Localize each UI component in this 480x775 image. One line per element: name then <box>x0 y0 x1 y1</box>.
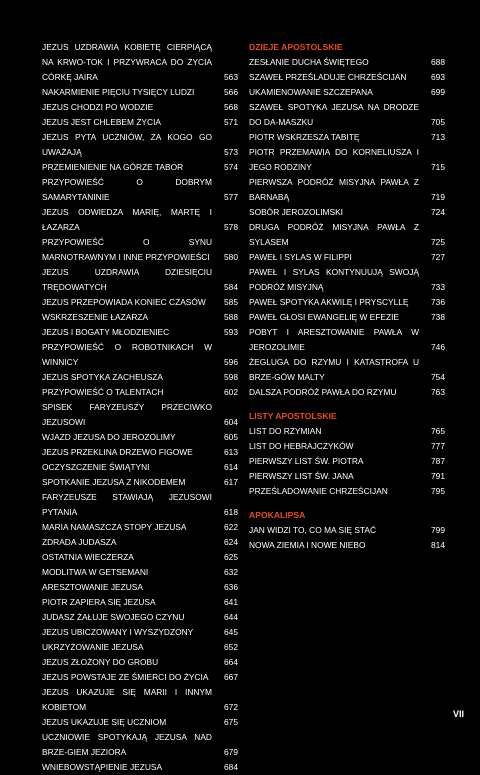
toc-entry-page: 596 <box>224 357 238 367</box>
toc-entry <box>249 538 445 553</box>
toc-entry <box>42 100 238 115</box>
toc-entry <box>42 85 238 100</box>
toc-entry-page: 598 <box>224 372 238 382</box>
toc-entry <box>249 295 445 310</box>
toc-entry <box>42 400 238 430</box>
toc-entry-page: 580 <box>224 252 238 262</box>
toc-entry-page: 719 <box>431 192 445 202</box>
section-gap <box>249 499 445 508</box>
toc-entry-title: JEZUS I BOGATY MŁODZIENIEC <box>42 327 170 337</box>
toc-entry-page: 584 <box>224 282 238 292</box>
toc-entry-page: 604 <box>224 417 238 427</box>
toc-entry-title: JEZUS ODWIEDZA MARIĘ, MARTĘ I ŁAZARZA <box>42 207 212 232</box>
toc-entry-page: 664 <box>224 657 238 667</box>
toc-entry-title: DRUGA PODRÓŻ MISYJNA PAWŁA Z SYLASEM <box>249 222 419 247</box>
toc-entry-page: 715 <box>431 162 445 172</box>
toc-entry <box>42 595 238 610</box>
toc-entry-title: PAWEŁ SPOTYKA AKWILĘ I PRYSCYLLĘ <box>249 297 409 307</box>
toc-entry-title: PRZEMIENIENIE NA GÓRZE TABOR <box>42 162 184 172</box>
toc-entry-title: PIOTR WSKRZESZA TABITĘ <box>249 132 360 142</box>
toc-entry-page: 791 <box>431 471 445 481</box>
toc-entry-title: PAWEŁ I SYLAS KONTYNUUJĄ SWOJĄ PODRÓŻ MISYJNĄ <box>249 267 419 292</box>
toc-entry <box>249 85 445 100</box>
toc-entry-title: NOWA ZIEMIA I NOWE NIEBO <box>249 540 366 550</box>
toc-entry <box>42 520 238 535</box>
toc-entry-title: DALSZA PODRÓŻ PAWŁA DO RZYMU <box>249 387 397 397</box>
toc-entry <box>42 475 238 490</box>
toc-entry <box>42 325 238 340</box>
toc-entry-page: 763 <box>431 387 445 397</box>
toc-entry-page: 593 <box>224 327 238 337</box>
toc-entry-title: JEZUS ZŁOŻONY DO GROBU <box>42 657 159 667</box>
toc-entry <box>42 670 238 685</box>
toc-entry <box>249 523 445 538</box>
toc-entry <box>249 130 445 145</box>
toc-entry-title: OSTATNIA WIECZERZA <box>42 552 134 562</box>
toc-entry <box>42 625 238 640</box>
toc-entry-page: 688 <box>431 57 445 67</box>
toc-entry <box>42 235 238 265</box>
toc-entry-page: 675 <box>224 717 238 727</box>
toc-entry <box>42 265 238 295</box>
toc-entry-title: POBYT I ARESZTOWANIE PAWŁA W JEROZOLIMIE <box>249 327 419 352</box>
toc-entry <box>249 355 445 385</box>
toc-entry-title: SPOTKANIE JEZUSA Z NIKODEMEM <box>42 477 186 487</box>
toc-entry <box>249 424 445 439</box>
section-heading: DZIEJE APOSTOLSKIE <box>249 42 343 52</box>
toc-entry <box>42 715 238 730</box>
toc-entry-page: 602 <box>224 387 238 397</box>
toc-entry <box>42 730 238 760</box>
toc-entry-title: JEZUS PYTA UCZNIÓW, ZA KOGO GO UWAŻAJĄ <box>42 132 212 157</box>
section-gap <box>249 400 445 409</box>
section-heading: APOKALIPSA <box>249 510 306 520</box>
toc-entry-page: 614 <box>224 462 238 472</box>
section-heading: LISTY APOSTOLSKIE <box>249 411 337 421</box>
toc-entry-page: 574 <box>224 162 238 172</box>
toc-entry-page: 578 <box>224 222 238 232</box>
toc-entry-title: ZDRADA JUDASZA <box>42 537 117 547</box>
toc-entry-page: 571 <box>224 117 238 127</box>
toc-entry <box>42 430 238 445</box>
toc-entry-title: JEZUS PRZEKLINA DRZEWO FIGOWE <box>42 447 193 457</box>
toc-entry <box>249 250 445 265</box>
toc-entry-page: 573 <box>224 147 238 157</box>
toc-entry <box>42 130 238 160</box>
toc-entry-title: WSKRZESZENIE ŁAZARZA <box>42 312 149 322</box>
toc-entry-title: UCZNIOWIE SPOTYKAJĄ JEZUSA NAD BRZE-GIEM JEZIORA <box>42 732 212 757</box>
toc-entry-title: PAWEŁ GŁOSI EWANGELIĘ W EFEZIE <box>249 312 399 322</box>
toc-entry-title: JEZUS POWSTAJE ZE ŚMIERCI DO ŻYCIA <box>42 672 209 682</box>
toc-entry <box>42 115 238 130</box>
toc-entry-page: 617 <box>224 477 238 487</box>
toc-entry-page: 705 <box>431 117 445 127</box>
toc-entry <box>42 385 238 400</box>
toc-entry-title: JEZUS UZDRAWIA DZIESIĘCIU TRĘDOWATYCH <box>42 267 212 292</box>
toc-entry <box>249 265 445 295</box>
toc-entry-page: 568 <box>224 102 238 112</box>
toc-entry-page: 641 <box>224 597 238 607</box>
toc-entry <box>249 220 445 250</box>
toc-entry-page: 636 <box>224 582 238 592</box>
toc-entry-page: 746 <box>431 342 445 352</box>
toc-entry-title: FARYZEUSZE STAWIAJĄ JEZUSOWI PYTANIA <box>42 492 212 517</box>
toc-entry-title: WNIEBOWSTĄPIENIE JEZUSA <box>42 762 163 772</box>
toc-entry-title: JEZUS SPOTYKA ZACHEUSZA <box>42 372 163 382</box>
toc-entry-page: 699 <box>431 87 445 97</box>
toc-entry-title: SZAWEŁ PRZEŚLADUJE CHRZEŚCIJAN <box>249 72 407 82</box>
toc-entry <box>249 70 445 85</box>
toc-entry-page: 577 <box>224 192 238 202</box>
toc-entry-title: JEZUS CHODZI PO WODZIE <box>42 102 154 112</box>
toc-entry-page: 795 <box>431 486 445 496</box>
toc-entry-page: 624 <box>224 537 238 547</box>
toc-entry-title: LIST DO HEBRAJCZYKÓW <box>249 441 354 451</box>
toc-entry-page: 754 <box>431 372 445 382</box>
toc-entry-title: PIOTR ZAPIERA SIĘ JEZUSA <box>42 597 156 607</box>
toc-entry <box>249 145 445 175</box>
toc-entry-page: 563 <box>224 72 238 82</box>
toc-entry-title: PRZEŚLADOWANIE CHRZEŚCIJAN <box>249 486 388 496</box>
toc-entry <box>42 205 238 235</box>
toc-entry-title: JEZUS UBICZOWANY I WYSZYDZONY <box>42 627 194 637</box>
toc-entry-page: 799 <box>431 525 445 535</box>
toc-entry-title: UKRZYŻOWANIE JEZUSA <box>42 642 144 652</box>
toc-entry-page: 644 <box>224 612 238 622</box>
toc-entry-title: JEZUS PRZEPOWIADA KONIEC CZASÓW <box>42 297 206 307</box>
toc-entry <box>42 760 238 775</box>
toc-entry-page: 605 <box>224 432 238 442</box>
toc-entry-page: 765 <box>431 426 445 436</box>
toc-entry-title: JEZUS UKAZUJE SIĘ MARII I INNYM KOBIETOM <box>42 687 212 712</box>
toc-entry <box>42 610 238 625</box>
toc-entry-page: 588 <box>224 312 238 322</box>
toc-entry-title: PRZYPOWIEŚĆ O DOBRYM SAMARYTANINIE <box>42 177 212 202</box>
toc-entry <box>42 535 238 550</box>
toc-entry <box>249 439 445 454</box>
toc-entry-page: 684 <box>224 762 238 772</box>
toc-entry-page: 725 <box>431 237 445 247</box>
toc-entry-page: 733 <box>431 282 445 292</box>
toc-entry-title: PRZYPOWIEŚĆ O SYNU MARNOTRAWNYM I INNE PRZYPOWIEŚCI <box>42 237 212 262</box>
toc-entry-page: 652 <box>224 642 238 652</box>
toc-entry-page: 667 <box>224 672 238 682</box>
toc-entry <box>42 310 238 325</box>
toc-entry <box>249 55 445 70</box>
toc-entry <box>42 685 238 715</box>
toc-entry-title: MARIA NAMASZCZA STOPY JEZUSA <box>42 522 187 532</box>
toc-entry-page: 736 <box>431 297 445 307</box>
toc-entry-title: WJAZD JEZUSA DO JEROZOLIMY <box>42 432 176 442</box>
toc-entry-title: PIERWSZA PODRÓŻ MISYJNA PAWŁA Z BARNABĄ <box>249 177 419 202</box>
toc-entry-title: JEZUS UZDRAWIA KOBIETĘ CIERPIĄCĄ NA KRWO-TOK I PRZYWRACA DO ŻYCIA CÓRKĘ JAIRA <box>42 42 212 82</box>
toc-entry <box>42 640 238 655</box>
toc-entry <box>42 490 238 520</box>
toc-entry <box>42 175 238 205</box>
toc-entry-title: PRZYPOWIEŚĆ O ROBOTNIKACH W WINNICY <box>42 342 212 367</box>
toc-entry <box>249 469 445 484</box>
toc-entry-title: UKAMIENOWANIE SZCZEPANA <box>249 87 373 97</box>
toc-entry-title: PIERWSZY LIST ŚW. PIOTRA <box>249 456 364 466</box>
toc-entry-title: ZESŁANIE DUCHA ŚWIĘTEGO <box>249 57 369 67</box>
toc-entry <box>249 385 445 400</box>
toc-entry-title: PRZYPOWIEŚĆ O TALENTACH <box>42 387 164 397</box>
toc-entry-title: ARESZTOWANIE JEZUSA <box>42 582 143 592</box>
toc-entry-page: 679 <box>224 747 238 757</box>
toc-entry-page: 645 <box>224 627 238 637</box>
toc-entry-page: 632 <box>224 567 238 577</box>
toc-entry-page: 622 <box>224 522 238 532</box>
toc-entry-page: 787 <box>431 456 445 466</box>
toc-entry-page: 814 <box>431 540 445 550</box>
toc-entry-page: 738 <box>431 312 445 322</box>
toc-entry-title: PIOTR PRZEMAWIA DO KORNELIUSZA I JEGO RODZINY <box>249 147 419 172</box>
toc-entry-title: JUDASZ ŻAŁUJE SWOJEGO CZYNU <box>42 612 185 622</box>
toc-entry-page: 625 <box>224 552 238 562</box>
toc-entry <box>249 175 445 205</box>
toc-entry-page: 713 <box>431 132 445 142</box>
toc-entry-page: 777 <box>431 441 445 451</box>
toc-left-column <box>42 40 238 775</box>
toc-entry <box>42 160 238 175</box>
toc-entry <box>42 580 238 595</box>
toc-entry <box>42 550 238 565</box>
page-folio: VII <box>452 709 464 719</box>
toc-entry-page: 693 <box>431 72 445 82</box>
toc-entry <box>249 100 445 130</box>
toc-entry-page: 727 <box>431 252 445 262</box>
toc-entry-page: 566 <box>224 87 238 97</box>
toc-entry-title: LIST DO RZYMIAN <box>249 426 322 436</box>
toc-entry-title: JEZUS JEST CHLEBEM ŻYCIA <box>42 117 161 127</box>
toc-entry-page: 618 <box>224 507 238 517</box>
toc-entry <box>42 445 238 460</box>
toc-entry <box>249 205 445 220</box>
toc-entry <box>42 40 238 85</box>
toc-entry-page: 613 <box>224 447 238 457</box>
toc-entry-page: 724 <box>431 207 445 217</box>
toc-entry <box>249 325 445 355</box>
toc-entry-title: JAN WIDZI TO, CO MA SIĘ STAĆ <box>249 525 377 535</box>
toc-entry <box>42 460 238 475</box>
toc-entry <box>42 295 238 310</box>
toc-entry-page: 672 <box>224 702 238 712</box>
toc-entry-title: SZAWEŁ SPOTYKA JEZUSA NA DRODZE DO DA-MASZKU <box>249 102 419 127</box>
toc-entry-title: SPISEK FARYZEUSZY PRZECIWKO JEZUSOWI <box>42 402 212 427</box>
toc-entry-title: SOBÓR JEROZOLIMSKI <box>249 207 344 217</box>
toc-entry-title: PIERWSZY LIST ŚW. JANA <box>249 471 354 481</box>
toc-entry-title: PAWEŁ I SYLAS W FILIPPI <box>249 252 352 262</box>
toc-entry-title: JEZUS UKAZUJE SIĘ UCZNIOM <box>42 717 167 727</box>
toc-entry-title: OCZYSZCZENIE ŚWIĄTYNI <box>42 462 150 472</box>
toc-entry <box>249 454 445 469</box>
toc-entry-title: MODLITWA W GETSEMANI <box>42 567 149 577</box>
toc-entry <box>249 310 445 325</box>
toc-entry <box>249 484 445 499</box>
toc-entry <box>42 370 238 385</box>
toc-entry <box>42 655 238 670</box>
toc-entry-title: ŻEGLUGA DO RZYMU I KATASTROFA U BRZE-GÓW MALTY <box>249 357 419 382</box>
toc-right-column <box>249 40 445 553</box>
toc-entry-title: NAKARMIENIE PIĘCIU TYSIĘCY LUDZI <box>42 87 195 97</box>
toc-entry <box>42 340 238 370</box>
toc-entry <box>42 565 238 580</box>
toc-entry-page: 585 <box>224 297 238 307</box>
